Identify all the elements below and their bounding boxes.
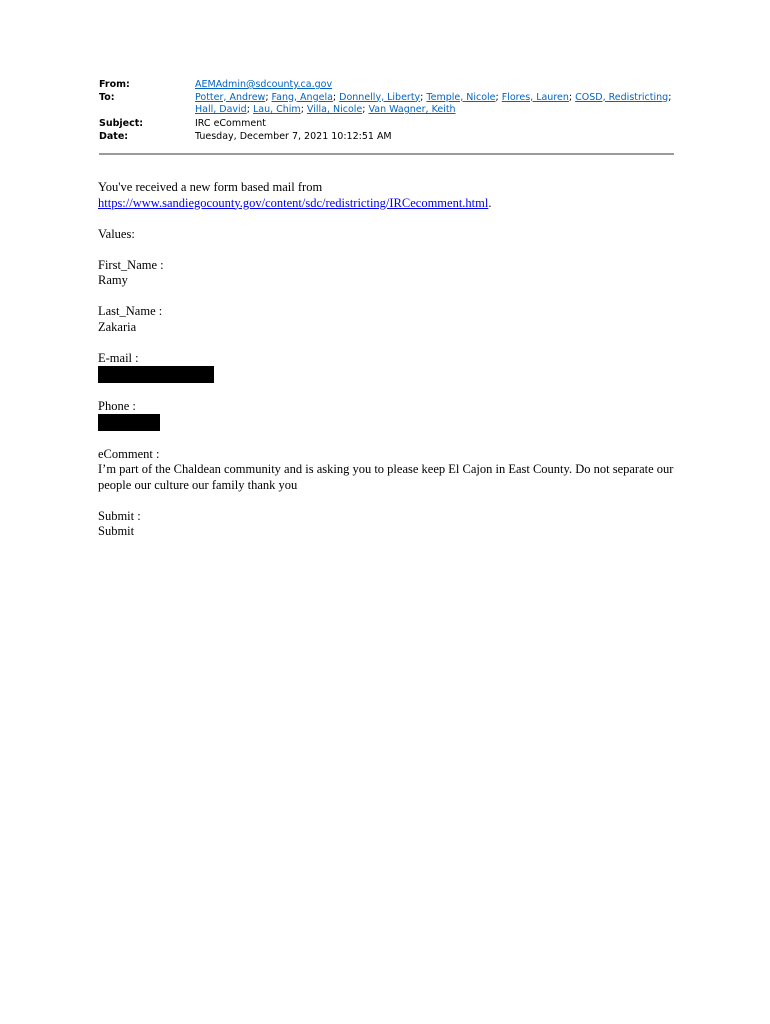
last-name-label: Last_Name : [98,304,163,318]
recipient-link[interactable]: Villa, Nicole [306,104,363,115]
ecomment-label: eComment : [98,446,160,461]
email-redaction-line [98,366,678,383]
to-recipients: Potter, Andrew; Fang, Angela; Donnelly, Liberty; Temple, Nicole; Flores, Lauren; COSD, Redistricting; Hall, David; Lau, Chim; Villa, Nicole; Van Wagner, Keith [195,91,672,115]
date-label: Date: [99,131,129,142]
subject-value: IRC eComment [195,117,266,129]
date-row [99,131,675,144]
recipient-link[interactable]: Hall, David [195,104,247,115]
ecomment-value: I’m part of the Chaldean community and is asking you to please keep El Cajon in East County. Do not separate our people our culture our family thank you [98,462,674,492]
from-label: From: [99,79,130,90]
recipient-link[interactable]: Potter, Andrew [195,91,266,103]
recipient-link[interactable]: COSD, Redistricting [575,91,669,103]
to-row [99,92,675,117]
email-body [98,180,678,540]
values-label: Values: [98,226,135,241]
recipient-link[interactable]: Temple, Nicole [426,91,496,103]
recipient-link[interactable]: Van Wagner, Keith [368,104,456,115]
from-row [99,79,675,92]
phone-redaction-box [98,414,160,431]
email-header [99,79,675,144]
from-email-link[interactable]: AEMAdmin@sdcounty.ca.gov [195,79,333,90]
email-redaction-box [98,366,214,383]
intro-text: You've received a new form based mail from [98,180,323,194]
submit-label: Submit : [98,508,141,523]
recipient-link[interactable]: Fang, Angela [271,91,333,103]
submit-value: Submit [98,524,135,538]
recipient-link[interactable]: Donnelly, Liberty [339,91,421,103]
subject-label: Subject: [99,117,144,129]
phone-label: Phone : [98,398,136,413]
date-value: Tuesday, December 7, 2021 10:12:51 AM [195,131,392,142]
recipient-link[interactable]: Lau, Chim [252,104,301,115]
first-name-label: First_Name : [98,257,164,272]
email-label: E-mail : [98,350,139,365]
first-name-value: Ramy [98,273,128,287]
form-url-link[interactable]: https://www.sandiegocounty.gov/content/sdc/redistricting/IRCecomment.html [98,195,489,210]
phone-redaction-line [98,414,678,431]
last-name-value: Zakaria [98,319,137,334]
form-url-line: https://www.sandiegocounty.gov/content/sdc/redistricting/IRCecomment.html. [98,195,492,210]
recipient-link[interactable]: Flores, Lauren [501,91,569,103]
to-label: To: [99,91,115,103]
subject-row [99,118,675,131]
header-divider [99,153,674,155]
